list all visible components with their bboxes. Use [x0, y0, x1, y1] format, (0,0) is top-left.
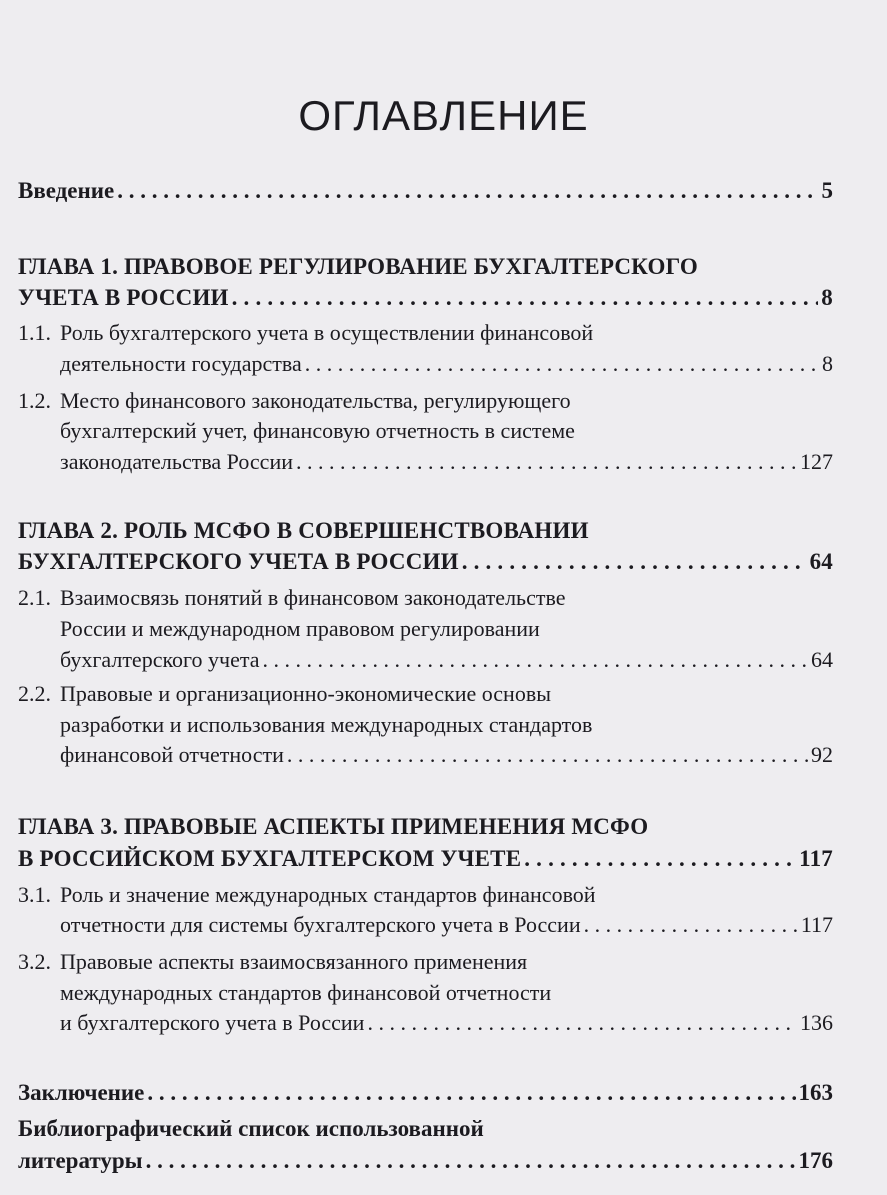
page-number: 163: [798, 1080, 833, 1105]
section-number: 1.2.: [18, 388, 51, 413]
dot-leader: [524, 846, 796, 872]
page-number: 117: [800, 912, 833, 937]
page-number: 176: [798, 1148, 833, 1173]
dot-leader: [147, 1080, 795, 1106]
entry-label: бухгалтерского учета: [60, 647, 260, 672]
page-number: 64: [811, 647, 833, 672]
dot-leader: [305, 351, 819, 377]
entry-label: и бухгалтерского учета в России: [60, 1010, 365, 1035]
section-number: 3.2.: [18, 949, 51, 974]
section-number: 1.1.: [18, 320, 51, 345]
toc-entry-intro[interactable]: [18, 178, 833, 204]
entry-label: БУХГАЛТЕРСКОГО УЧЕТА В РОССИИ: [18, 549, 459, 574]
toc-section-1-2-line1: Место финансового законодательства, регулирующего: [60, 388, 571, 413]
page-number: 117: [799, 846, 833, 871]
toc-section-2-2-line2: разработки и использования международных стандартов: [60, 712, 593, 737]
entry-label: законодательства России: [60, 449, 293, 474]
dot-leader: [146, 1148, 796, 1174]
dot-leader: [287, 742, 808, 768]
toc-entry-section-3-2[interactable]: [60, 1010, 833, 1036]
toc-entry-chapter-3[interactable]: [18, 846, 833, 872]
toc-entry-chapter-2[interactable]: [18, 549, 833, 575]
toc-section-3-1-line1: Роль и значение международных стандартов финансовой: [60, 882, 596, 907]
toc-chapter-3-line1: ГЛАВА 3. ПРАВОВЫЕ АСПЕКТЫ ПРИМЕНЕНИЯ МСФО: [18, 814, 649, 839]
toc-section-2-1-line1: Взаимосвязь понятий в финансовом законодательстве: [60, 585, 566, 610]
entry-label: Заключение: [18, 1080, 145, 1105]
page-number: 64: [809, 549, 833, 574]
page-number: 5: [821, 178, 833, 203]
toc-entry-section-1-1[interactable]: [60, 351, 833, 377]
toc-entry-section-2-2[interactable]: [60, 742, 833, 768]
page-number: 92: [811, 742, 833, 767]
page-number: 8: [822, 351, 833, 376]
entry-label: финансовой отчетности: [60, 742, 284, 767]
entry-label: Введение: [18, 178, 115, 203]
dot-leader: [117, 178, 818, 204]
dot-leader: [232, 285, 819, 311]
dot-leader: [296, 449, 797, 475]
section-number: 3.1.: [18, 882, 51, 907]
dot-leader: [262, 647, 808, 673]
page-number: 127: [800, 449, 833, 474]
toc-section-2-2-line1: Правовые и организационно-экономические основы: [60, 681, 551, 706]
entry-label: УЧЕТА В РОССИИ: [18, 285, 229, 310]
entry-label: литературы: [18, 1148, 143, 1173]
toc-entry-section-3-1[interactable]: [60, 912, 833, 938]
toc-bibliography-line1: Библиографический список использованной: [18, 1116, 484, 1141]
toc-entry-chapter-1[interactable]: [18, 285, 833, 311]
toc-entry-section-2-1[interactable]: [60, 647, 833, 673]
entry-label: отчетности для системы бухгалтерского учета в России: [60, 912, 581, 937]
section-number: 2.2.: [18, 681, 51, 706]
toc-entry-conclusion[interactable]: [18, 1080, 833, 1106]
toc-entry-bibliography[interactable]: [18, 1148, 833, 1174]
toc-section-3-2-line2: международных стандартов финансовой отчетности: [60, 980, 552, 1005]
dot-leader: [367, 1010, 797, 1036]
page-title: ОГЛАВЛЕНИЕ: [298, 92, 589, 139]
toc-chapter-2-line1: ГЛАВА 2. РОЛЬ МСФО В СОВЕРШЕНСТВОВАНИИ: [18, 518, 589, 543]
section-number: 2.1.: [18, 585, 51, 610]
page-number: 8: [821, 285, 833, 310]
toc-section-2-1-line2: России и международном правовом регулировании: [60, 616, 540, 641]
toc-section-1-2-line2: бухгалтерский учет, финансовую отчетность в системе: [60, 418, 575, 443]
dot-leader: [584, 912, 798, 938]
entry-label: В РОССИЙСКОМ БУХГАЛТЕРСКОМ УЧЕТЕ: [18, 846, 522, 871]
toc-section-1-1-line1: Роль бухгалтерского учета в осуществлении финансовой: [60, 320, 594, 345]
dot-leader: [462, 549, 807, 575]
page-number: 136: [800, 1010, 833, 1035]
toc-section-3-2-line1: Правовые аспекты взаимосвязанного применения: [60, 949, 528, 974]
toc-chapter-1-line1: ГЛАВА 1. ПРАВОВОЕ РЕГУЛИРОВАНИЕ БУХГАЛТЕРСКОГО: [18, 254, 698, 279]
entry-label: деятельности государства: [60, 351, 302, 376]
toc-entry-section-1-2[interactable]: [60, 449, 833, 475]
